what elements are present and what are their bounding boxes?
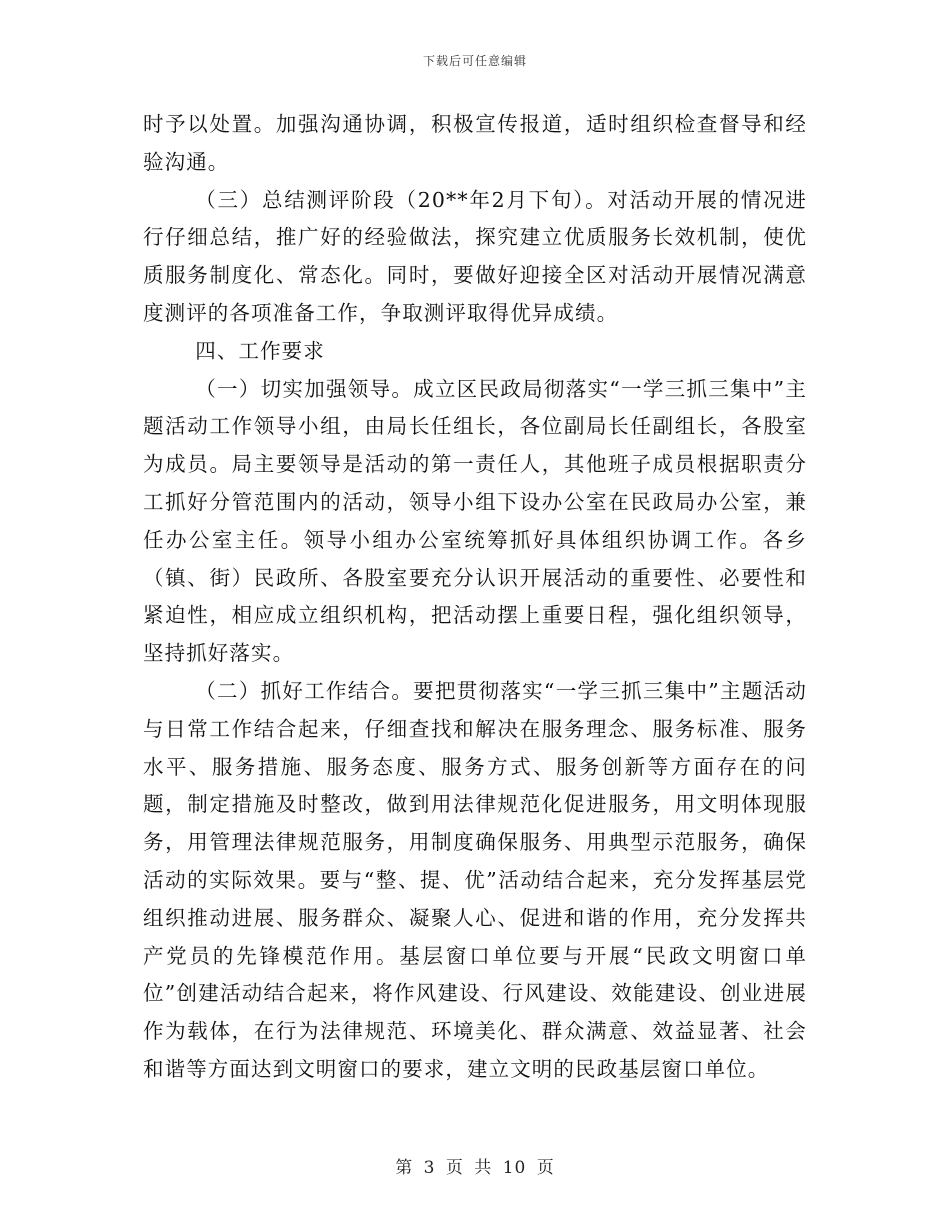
section-heading-work-requirements: 四、工作要求 bbox=[195, 338, 325, 363]
paragraph-continuation: 时予以处置。加强沟通协调，积极宣传报道，适时组织检查督导和经验沟通。 bbox=[143, 112, 807, 174]
document-body bbox=[143, 106, 807, 1089]
paragraph-combine-work: （二）抓好工作结合。要把贯彻落实“一学三抓三集中”主题活动与日常工作结合起来，仔细查找和解决在服务理念、服务标准、服务水平、服务措施、服务态度、服务方式、服务创新等方面存在的问题，制定措施及时整改，做到用法律规范化促进服务，用文明体现服务，用管理法律规范服务，用制度确保服务、用典型示范服务，确保活动的实际效果。要与“整、提、优”活动结合起来，充分发挥基层党组织推动进展、服务群众、凝聚人心、促进和谐的作用，充分发挥共产党员的先锋模范作用。基层窗口单位要与开展“民政文明窗口单位”创建活动结合起来，将作风建设、行风建设、效能建设、创业进展作为载体，在行为法律规范、环境美化、群众满意、效益显著、社会和谐等方面达到文明窗口的要求，建立文明的民政基层窗口单位。 bbox=[143, 678, 807, 1081]
page-number-footer: 第 3 页 共 10 页 bbox=[395, 1158, 555, 1178]
page-header: 下载后可任意编辑 bbox=[422, 54, 527, 68]
paragraph-strengthen-leadership: （一）切实加强领导。成立区民政局彻落实“一学三抓三集中”主题活动工作领导小组，由局长任组长，各位副局长任副组长，各股室为成员。局主要领导是活动的第一责任人，其他班子成员根据职责分工抓好分管范围内的活动，领导小组下设办公室在民政局办公室，兼任办公室主任。领导小组办公室统筹抓好具体组织协调工作。各乡（镇、街）民政所、各股室要充分认识开展活动的重要性、必要性和紧迫性，相应成立组织机构，把活动摆上重要日程，强化组织领导，坚持抓好落实。 bbox=[143, 376, 807, 666]
paragraph-summary-stage: （三）总结测评阶段（20**年2月下旬）。对活动开展的情况进行仔细总结，推广好的经验做法，探究建立优质服务长效机制，使优质服务制度化、常态化。同时，要做好迎接全区对活动开展情况满意度测评的各项准备工作，争取测评取得优异成绩。 bbox=[143, 187, 807, 325]
